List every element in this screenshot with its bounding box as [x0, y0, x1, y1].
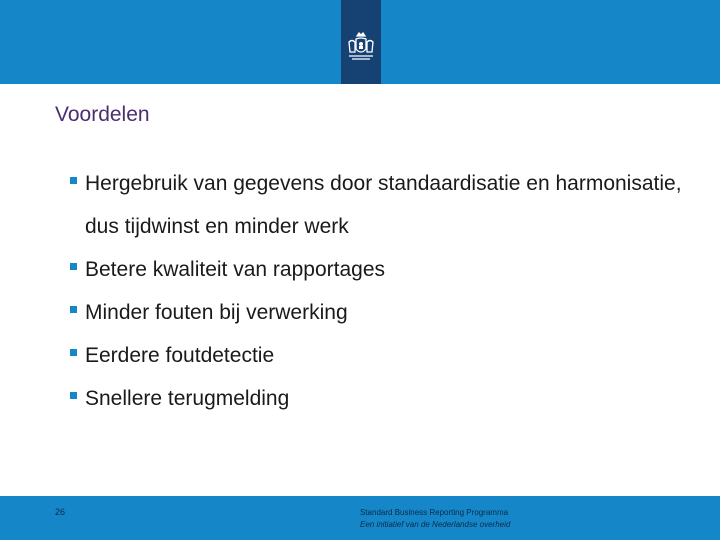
bullet-text: Hergebruik van gegevens door standaardisatie en harmonisatie, dus tijdwinst en minder werk	[85, 172, 682, 238]
square-bullet-icon	[70, 177, 77, 184]
bullet-text: Eerdere foutdetectie	[85, 344, 275, 367]
bullet-item	[70, 377, 690, 420]
logo-strip	[341, 0, 381, 84]
bullet-item	[70, 162, 690, 248]
square-bullet-icon	[70, 349, 77, 356]
bullet-text: Minder fouten bij verwerking	[85, 301, 348, 324]
bullet-item	[70, 291, 690, 334]
bullet-item	[70, 248, 690, 291]
slide-title: Voordelen	[55, 103, 150, 126]
bullet-list	[70, 162, 690, 420]
program-tagline: Een initiatief van de Nederlandse overheid	[360, 520, 511, 529]
bullet-text: Snellere terugmelding	[85, 387, 290, 410]
program-name: Standard Business Reporting Programma	[360, 508, 509, 517]
bullet-item	[70, 334, 690, 377]
square-bullet-icon	[70, 306, 77, 313]
bullet-text: Betere kwaliteit van rapportages	[85, 258, 385, 281]
footer-credits	[360, 507, 510, 531]
square-bullet-icon	[70, 392, 77, 399]
page-number: 26	[55, 507, 66, 517]
square-bullet-icon	[70, 263, 77, 270]
rijksoverheid-coat-of-arms-icon	[344, 30, 378, 64]
